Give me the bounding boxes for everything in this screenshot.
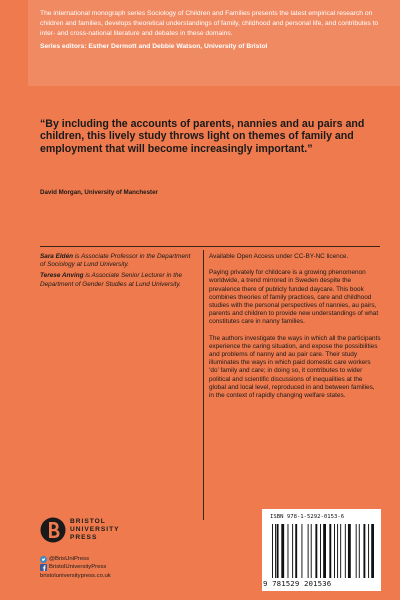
barcode-bar: [348, 524, 351, 578]
barcode-bar: [277, 524, 279, 578]
publisher-name-line: BRISTOL: [70, 518, 106, 525]
series-description: The international monograph series Sociology of Children and Families presents the latest empirical research on children and families, develops theoretical understandings of family, childhood and personal life, and contributes to inter- and cross-national literature and debates in these domains.: [40, 10, 379, 37]
publisher-website: bristoluniversitypress.co.uk: [40, 572, 111, 579]
barcode-digits: 9 781529 201536: [263, 579, 332, 588]
twitter-handle: @BrisUniPress: [49, 556, 90, 562]
barcode-bar: [315, 524, 317, 578]
author-bio-text: is Associate Senior Lecturer in the Department of Gender Studies at Lund University.: [40, 272, 183, 288]
series-info-box: [28, 0, 400, 86]
barcode-bar: [320, 524, 321, 578]
barcode-bar: [295, 524, 297, 578]
barcode-bar: [275, 524, 276, 578]
publisher-contacts: [40, 555, 200, 580]
author-bio: [40, 253, 197, 269]
barcode-bar: [311, 524, 312, 578]
barcode-bar: [340, 524, 341, 578]
barcode-bar: [368, 524, 369, 578]
series-editors: Series editors: Esther Dermott and Debbie Watson, University of Bristol: [40, 43, 268, 50]
barcode-bar: [323, 524, 326, 578]
open-access-note: Available Open Access under CC-BY-NC licence.: [209, 253, 349, 260]
facebook-row[interactable]: [40, 563, 200, 571]
blurb-paragraph: Paying privately for childcare is a growing phenomenon worldwide, a trend mirrored in Sweden despite the prevalence there of publicly funded daycare. This book combines theories of family practices, care and childhood studies with the personal perspectives of nannies, au pairs, parents and children to provide new understandings of what constitutes care in nanny families.: [209, 269, 379, 326]
barcode-bar: [308, 524, 309, 578]
column-divider: [203, 250, 204, 520]
author-name: Terese Anving: [40, 272, 84, 280]
publisher-name-line: UNIVERSITY: [70, 525, 120, 533]
endorsement-quote: “By including the accounts of parents, nannies and au pairs and children, this lively study throws light on themes of family and employment that will become increasingly important.”: [40, 118, 365, 155]
horizontal-divider: [40, 246, 380, 247]
barcode-bar: [281, 524, 284, 578]
publisher-logo: [40, 515, 150, 547]
author-bios: [40, 253, 197, 292]
website-row[interactable]: [40, 572, 200, 580]
barcode-bars: [270, 524, 374, 578]
endorsement-attribution: David Morgan, University of Manchester: [40, 189, 158, 196]
twitter-row[interactable]: [40, 555, 200, 563]
blurb-paragraph: The authors investigate the ways in which all the participants experience the caring situation, and expose the possibilities and problems of nanny and au pair care. Their study illuminates the ways in which paid domestic care workers ‘do’ family and care; in doing so, it contributes to wider political and scientific discussions of inequalities at the global and local level, reproduced in and between families, in the context of rapidly changing welfare states.: [209, 334, 381, 400]
barcode-bar: [288, 524, 289, 578]
bristol-logo-icon: [40, 515, 66, 545]
book-blurb: [209, 253, 381, 408]
author-bio: [40, 272, 197, 288]
isbn-barcode: [262, 509, 381, 591]
isbn-label: ISBN 978-1-5292-0153-6: [270, 514, 345, 520]
barcode-bar: [292, 524, 293, 578]
barcode-bar: [301, 524, 302, 578]
twitter-icon: [40, 556, 47, 563]
barcode-bar: [359, 524, 360, 578]
barcode-bar: [345, 524, 346, 578]
barcode-bar: [363, 524, 365, 578]
author-name: Sara Eldén: [40, 253, 74, 260]
barcode-bar: [356, 524, 357, 578]
barcode-bar: [371, 524, 374, 578]
publisher-name-line: PRESS: [70, 533, 98, 541]
barcode-bar: [272, 524, 273, 578]
barcode-bar: [334, 524, 335, 578]
author-bio-text: is Associate Professor in the Department of Sociology at Lund University.: [40, 253, 191, 269]
barcode-bar: [337, 524, 338, 578]
barcode-bar: [329, 524, 331, 578]
facebook-page: BristolUniversityPress: [49, 564, 107, 571]
facebook-icon: [40, 564, 47, 571]
publisher-name: [70, 518, 150, 541]
